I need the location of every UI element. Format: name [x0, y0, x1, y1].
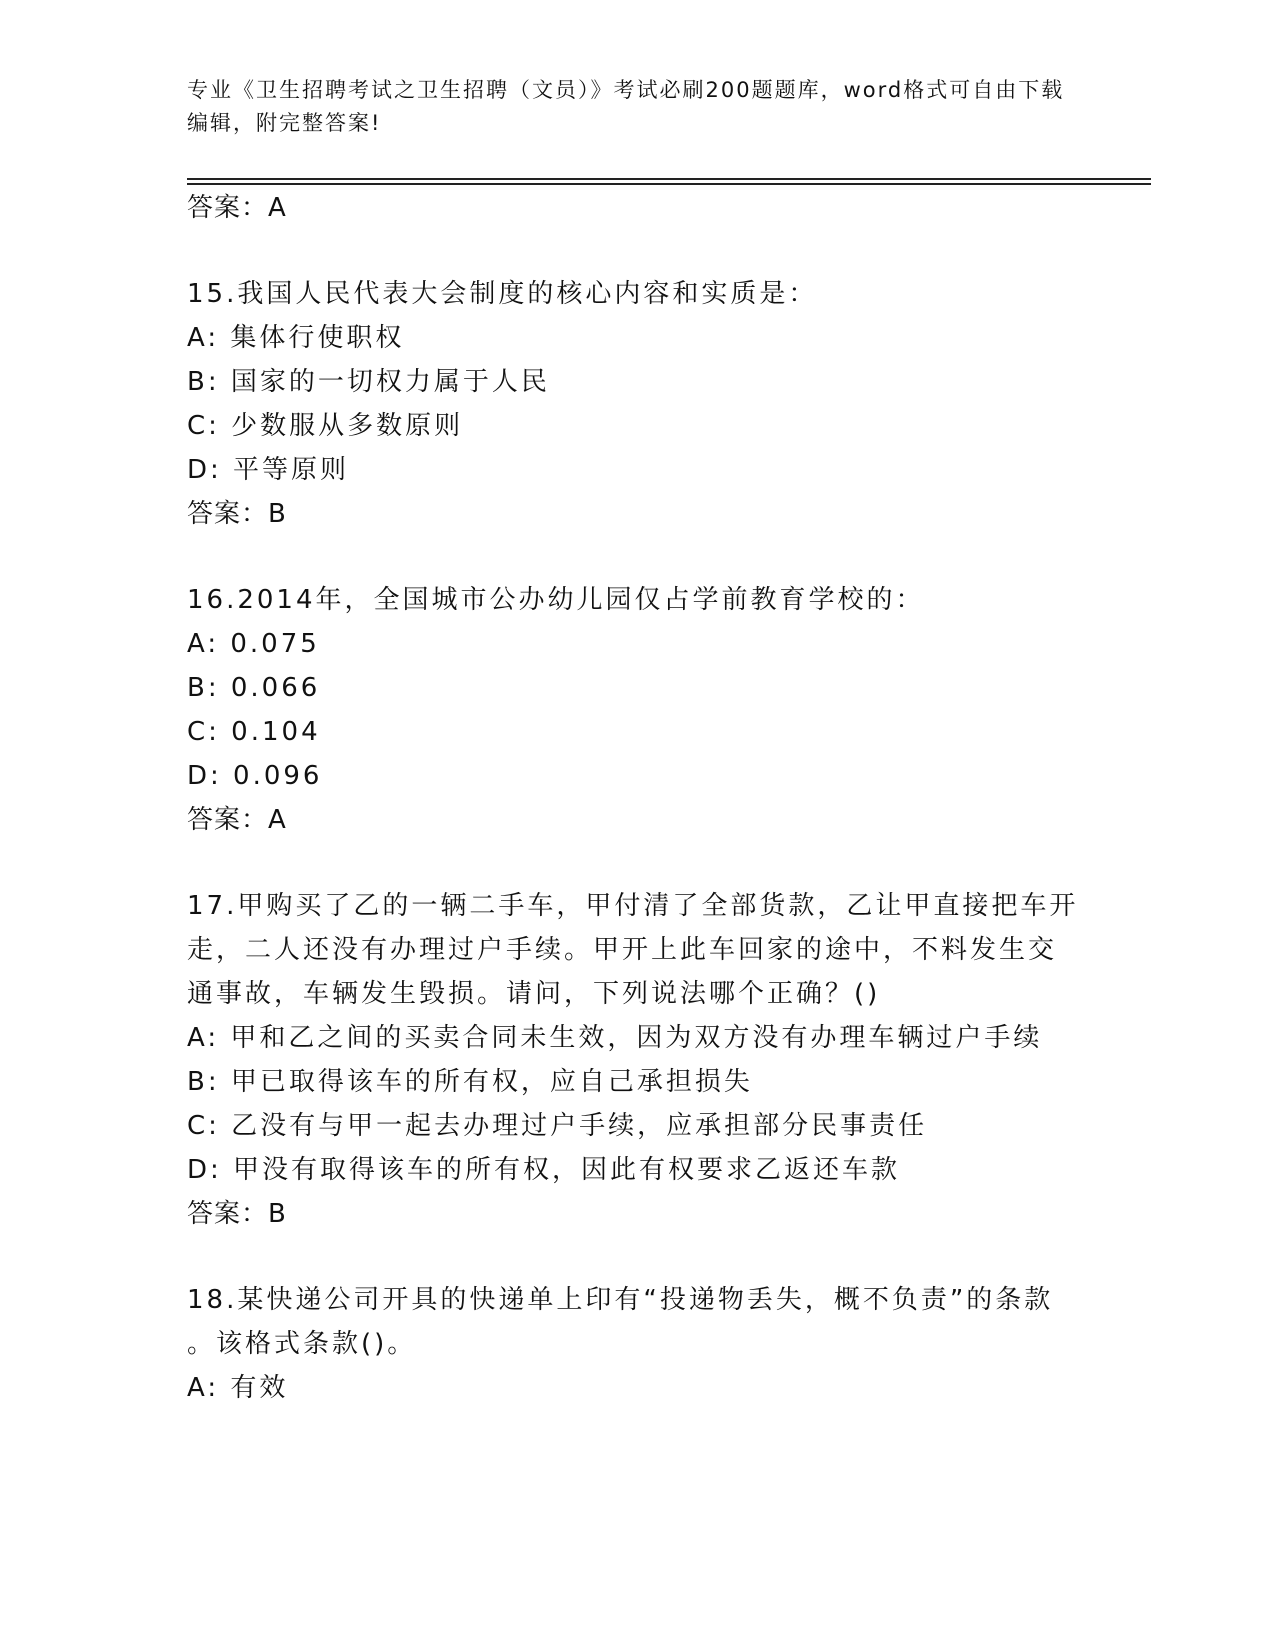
question-18-option-a: A: 有效	[187, 1373, 289, 1403]
question-17-option-a: A: 甲和乙之间的买卖合同未生效，因为双方没有办理车辆过户手续	[187, 1023, 1043, 1053]
question-17-stem-line-2: 走，二人还没有办理过户手续。甲开上此车回家的途中，不料发生交	[187, 935, 1058, 965]
question-16-answer: 答案：A	[187, 805, 287, 835]
question-15-option-c: C: 少数服从多数原则	[187, 411, 464, 441]
document-header: 专业《卫生招聘考试之卫生招聘（文员）》考试必刷200题题库，word格式可自由下载编辑，附完整答案!	[187, 78, 1065, 135]
question-15-option-b: B: 国家的一切权力属于人民	[187, 367, 550, 397]
question-16-option-c: C: 0.104	[187, 717, 321, 747]
question-18-stem-line-2: 。该格式条款()。	[187, 1329, 417, 1359]
question-17-stem-line-1: 17.甲购买了乙的一辆二手车，甲付清了全部货款，乙让甲直接把车开	[187, 891, 1079, 921]
question-15-option-a: A: 集体行使职权	[187, 323, 405, 353]
header-rule-top	[187, 178, 1151, 180]
question-17-option-c: C: 乙没有与甲一起去办理过户手续，应承担部分民事责任	[187, 1111, 928, 1141]
question-17-stem-line-3: 通事故，车辆发生毁损。请问，下列说法哪个正确？()	[187, 979, 881, 1009]
header-rule-bottom	[187, 183, 1151, 185]
question-17-option-d: D: 甲没有取得该车的所有权，因此有权要求乙返还车款	[187, 1155, 901, 1185]
question-15-stem: 15.我国人民代表大会制度的核心内容和实质是：	[187, 279, 818, 309]
question-17-answer: 答案：B	[187, 1199, 287, 1229]
question-16-stem: 16.2014年，全国城市公办幼儿园仅占学前教育学校的：	[187, 585, 925, 615]
question-17-option-b: B: 甲已取得该车的所有权，应自己承担损失	[187, 1067, 753, 1097]
previous-answer: 答案：A	[187, 193, 287, 223]
question-16-option-a: A: 0.075	[187, 629, 320, 659]
question-15-option-d: D: 平等原则	[187, 455, 350, 485]
question-16-option-b: B: 0.066	[187, 673, 321, 703]
question-18-stem-line-1: 18.某快递公司开具的快递单上印有“投递物丢失，概不负责”的条款	[187, 1285, 1054, 1315]
question-16-option-d: D: 0.096	[187, 761, 323, 791]
question-15-answer: 答案：B	[187, 499, 287, 529]
